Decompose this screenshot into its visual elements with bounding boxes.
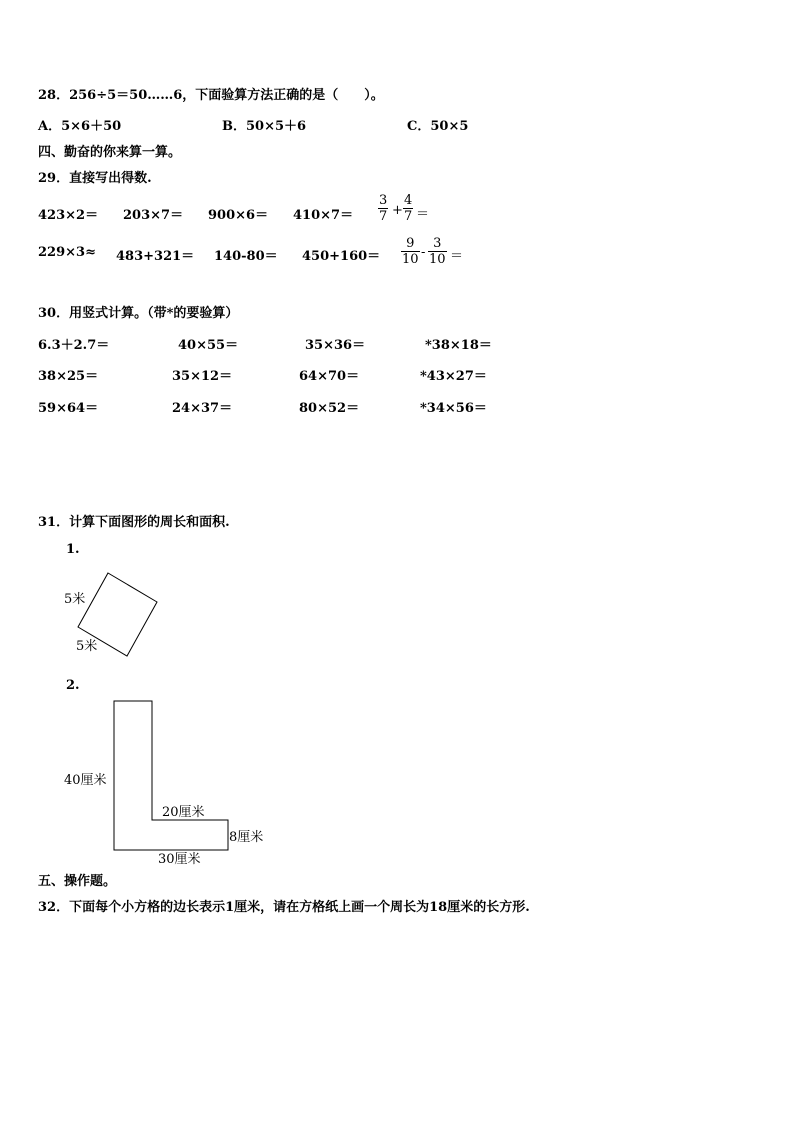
l-shape-left-label: 40厘米	[64, 773, 107, 788]
q31-stem: 31．计算下面图形的周长和面积.	[38, 515, 230, 530]
q30-item: *43×27＝	[420, 369, 487, 384]
section-4-heading: 四、勤奋的你来算一算。	[38, 145, 182, 160]
q28-stem: 28．256÷5＝50……6，下面验算方法正确的是（ ）。	[38, 88, 384, 103]
figure-2-l-shape	[60, 696, 280, 871]
q32-stem: 32．下面每个小方格的边长表示1厘米，请在方格纸上画一个周长为18厘米的长方形.	[38, 900, 530, 915]
numerator: 3	[379, 193, 388, 208]
q30-item: 80×52＝	[299, 401, 360, 416]
plus-operator: +	[392, 203, 403, 218]
q29-item: 900×6＝	[208, 208, 269, 223]
denominator: 7	[379, 209, 388, 224]
q28-option-c: C．50×5	[407, 119, 469, 134]
q30-item: 40×55＝	[178, 338, 239, 353]
q30-item: 35×36＝	[305, 338, 366, 353]
q29-item: 450+160＝	[302, 249, 381, 264]
l-shape-bottom-label: 30厘米	[158, 852, 201, 867]
q29-item: 203×7＝	[123, 208, 184, 223]
q29-fraction-b	[403, 193, 413, 224]
l-shape-right-label: 8厘米	[229, 830, 264, 845]
q30-item: 35×12＝	[172, 369, 233, 384]
q30-item: 6.3＋2.7＝	[38, 338, 110, 353]
q30-item: *38×18＝	[425, 338, 492, 353]
section-5-heading: 五、操作题。	[38, 874, 117, 889]
l-shape	[114, 701, 228, 850]
q30-item: *34×56＝	[420, 401, 487, 416]
figure-2-label: 2.	[66, 678, 80, 693]
equals-sign: ＝	[416, 207, 430, 222]
denominator: 10	[429, 252, 446, 267]
l-shape-inner-label: 20厘米	[162, 805, 205, 820]
q29-item: 229×3≈	[38, 245, 96, 260]
q28-option-b: B．50×5＋6	[222, 119, 307, 134]
q30-stem: 30．用竖式计算。（带*的要验算）	[38, 306, 239, 321]
q29-fraction-c	[401, 236, 420, 267]
square-side-label: 5米	[64, 592, 86, 607]
q28-option-a: A．5×6＋50	[38, 119, 122, 134]
q29-item: 423×2＝	[38, 208, 99, 223]
q29-fraction-d	[428, 236, 447, 267]
numerator: 4	[404, 193, 413, 208]
square-side-label: 5米	[76, 639, 98, 654]
denominator: 7	[404, 209, 413, 224]
q30-item: 24×37＝	[172, 401, 233, 416]
q29-stem: 29．直接写出得数.	[38, 171, 152, 186]
figure-1-label: 1.	[66, 542, 80, 557]
q30-item: 59×64＝	[38, 401, 99, 416]
q30-item: 38×25＝	[38, 369, 99, 384]
denominator: 10	[402, 252, 419, 267]
q29-item: 410×7＝	[293, 208, 354, 223]
q29-fraction-a	[378, 193, 388, 224]
q29-item: 483+321＝	[116, 249, 195, 264]
minus-operator: -	[421, 245, 426, 260]
q29-item: 140-80＝	[214, 249, 278, 264]
equals-sign: ＝	[450, 249, 464, 264]
figure-1-rotated-square	[60, 565, 170, 665]
numerator: 9	[406, 236, 415, 251]
q30-item: 64×70＝	[299, 369, 360, 384]
numerator: 3	[433, 236, 442, 251]
